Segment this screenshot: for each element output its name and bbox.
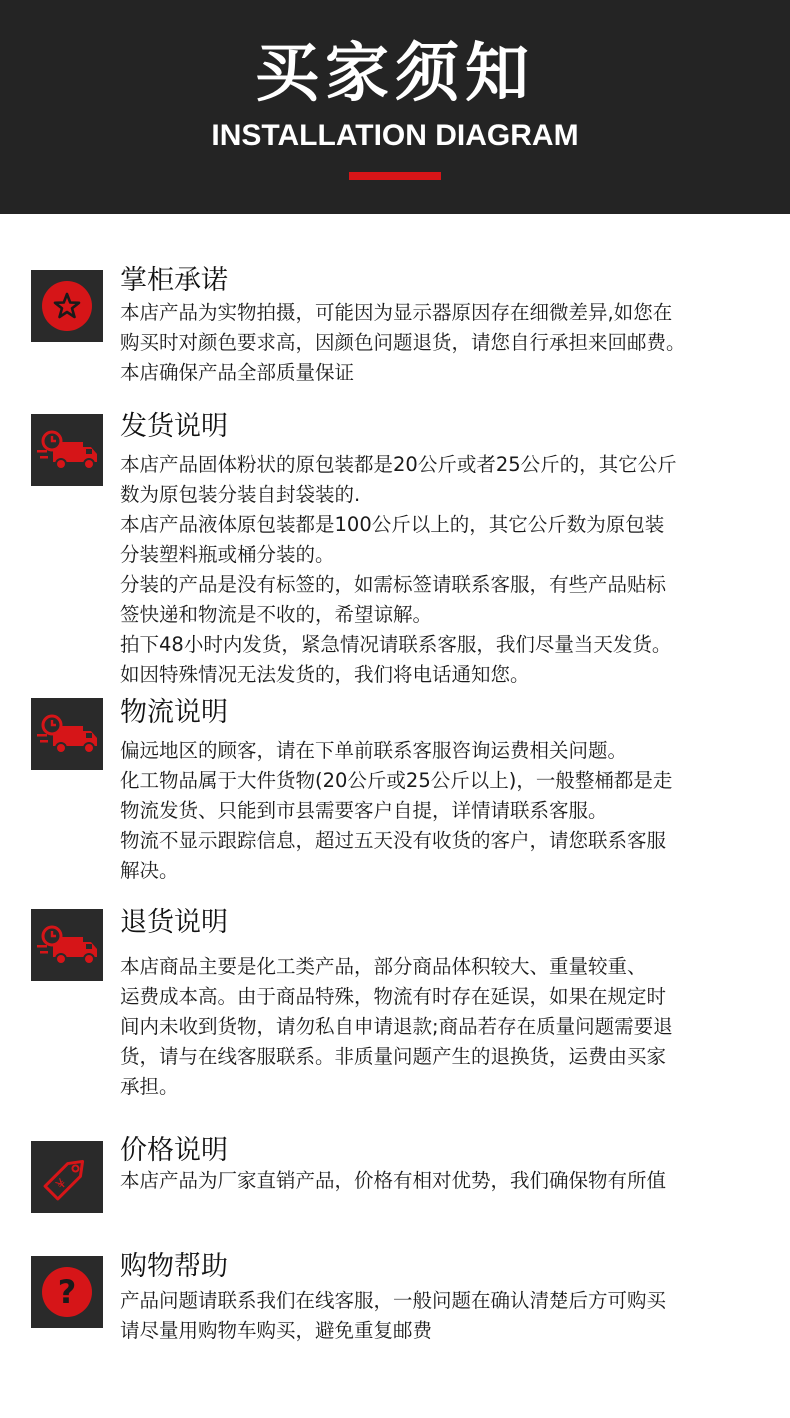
body-line: 本店产品固体粉状的原包装都是20公斤或者25公斤的，其它公斤 [120, 453, 677, 476]
section-body [120, 450, 780, 690]
body-line: 货，请与在线客服联系。非质量问题产生的退换货，运费由买家 [120, 1045, 667, 1068]
section-body [120, 1286, 780, 1346]
section-title: 掌柜承诺 [120, 265, 228, 296]
body-line: 拍下48小时内发货，紧急情况请联系客服，我们尽量当天发货。 [120, 633, 672, 656]
star-icon [31, 270, 103, 342]
body-line: 签快递和物流是不收的，希望谅解。 [120, 603, 433, 626]
body-line: 本店确保产品全部质量保证 [120, 361, 355, 384]
section-body [120, 298, 780, 388]
body-line: 本店产品为厂家直销产品，价格有相对优势，我们确保物有所值 [120, 1169, 667, 1192]
body-line: 分装的产品是没有标签的，如需标签请联系客服，有些产品贴标 [120, 573, 667, 596]
body-line: 解决。 [120, 859, 179, 882]
page-title: 买家须知 [255, 37, 535, 111]
body-line: 数为原包装分装自封袋装的. [120, 483, 361, 506]
accent-divider [349, 172, 441, 180]
svg-text:¥: ¥ [53, 1176, 70, 1193]
body-line: 产品问题请联系我们在线客服，一般问题在确认清楚后方可购买 [120, 1289, 667, 1312]
body-line: 本店产品为实物拍摄，可能因为显示器原因存在细微差异,如您在 [120, 301, 673, 324]
section-body [120, 736, 780, 886]
body-line: 偏远地区的顾客，请在下单前联系客服咨询运费相关问题。 [120, 739, 628, 762]
section-body [120, 952, 780, 1102]
body-line: 购买时对颜色要求高，因颜色问题退货，请您自行承担来回邮费。 [120, 331, 686, 354]
section-title: 物流说明 [120, 697, 228, 728]
body-line: 本店产品液体原包装都是100公斤以上的，其它公斤数为原包装 [120, 513, 665, 536]
body-line: 物流发货、只能到市县需要客户自提，详情请联系客服。 [120, 799, 608, 822]
body-line: 化工物品属于大件货物(20公斤或25公斤以上)，一般整桶都是走 [120, 769, 673, 792]
section-title: 购物帮助 [120, 1251, 228, 1282]
body-line: 请尽量用购物车购买，避免重复邮费 [120, 1319, 433, 1342]
section-body [120, 1166, 780, 1196]
body-line: 间内未收到货物，请勿私自申请退款;商品若存在质量问题需要退 [120, 1015, 673, 1038]
header-banner [0, 0, 790, 214]
body-line: 分装塑料瓶或桶分装的。 [120, 543, 335, 566]
question-icon [31, 1256, 103, 1328]
section-title: 价格说明 [120, 1135, 228, 1166]
body-line: 运费成本高。由于商品特殊，物流有时存在延误，如果在规定时 [120, 985, 667, 1008]
body-line: 本店商品主要是化工类产品，部分商品体积较大、重量较重、 [120, 955, 647, 978]
body-line: 承担。 [120, 1075, 179, 1098]
svg-text:?: ? [57, 1273, 77, 1311]
delivery-truck-icon [31, 698, 103, 770]
section-title: 发货说明 [120, 411, 228, 442]
delivery-truck-icon [31, 414, 103, 486]
section-title: 退货说明 [120, 907, 228, 938]
body-line: 物流不显示跟踪信息，超过五天没有收货的客户，请您联系客服 [120, 829, 667, 852]
price-tag-icon [31, 1141, 103, 1213]
page-subtitle: INSTALLATION DIAGRAM [211, 119, 579, 152]
delivery-truck-icon [31, 909, 103, 981]
body-line: 如因特殊情况无法发货的，我们将电话通知您。 [120, 663, 530, 686]
